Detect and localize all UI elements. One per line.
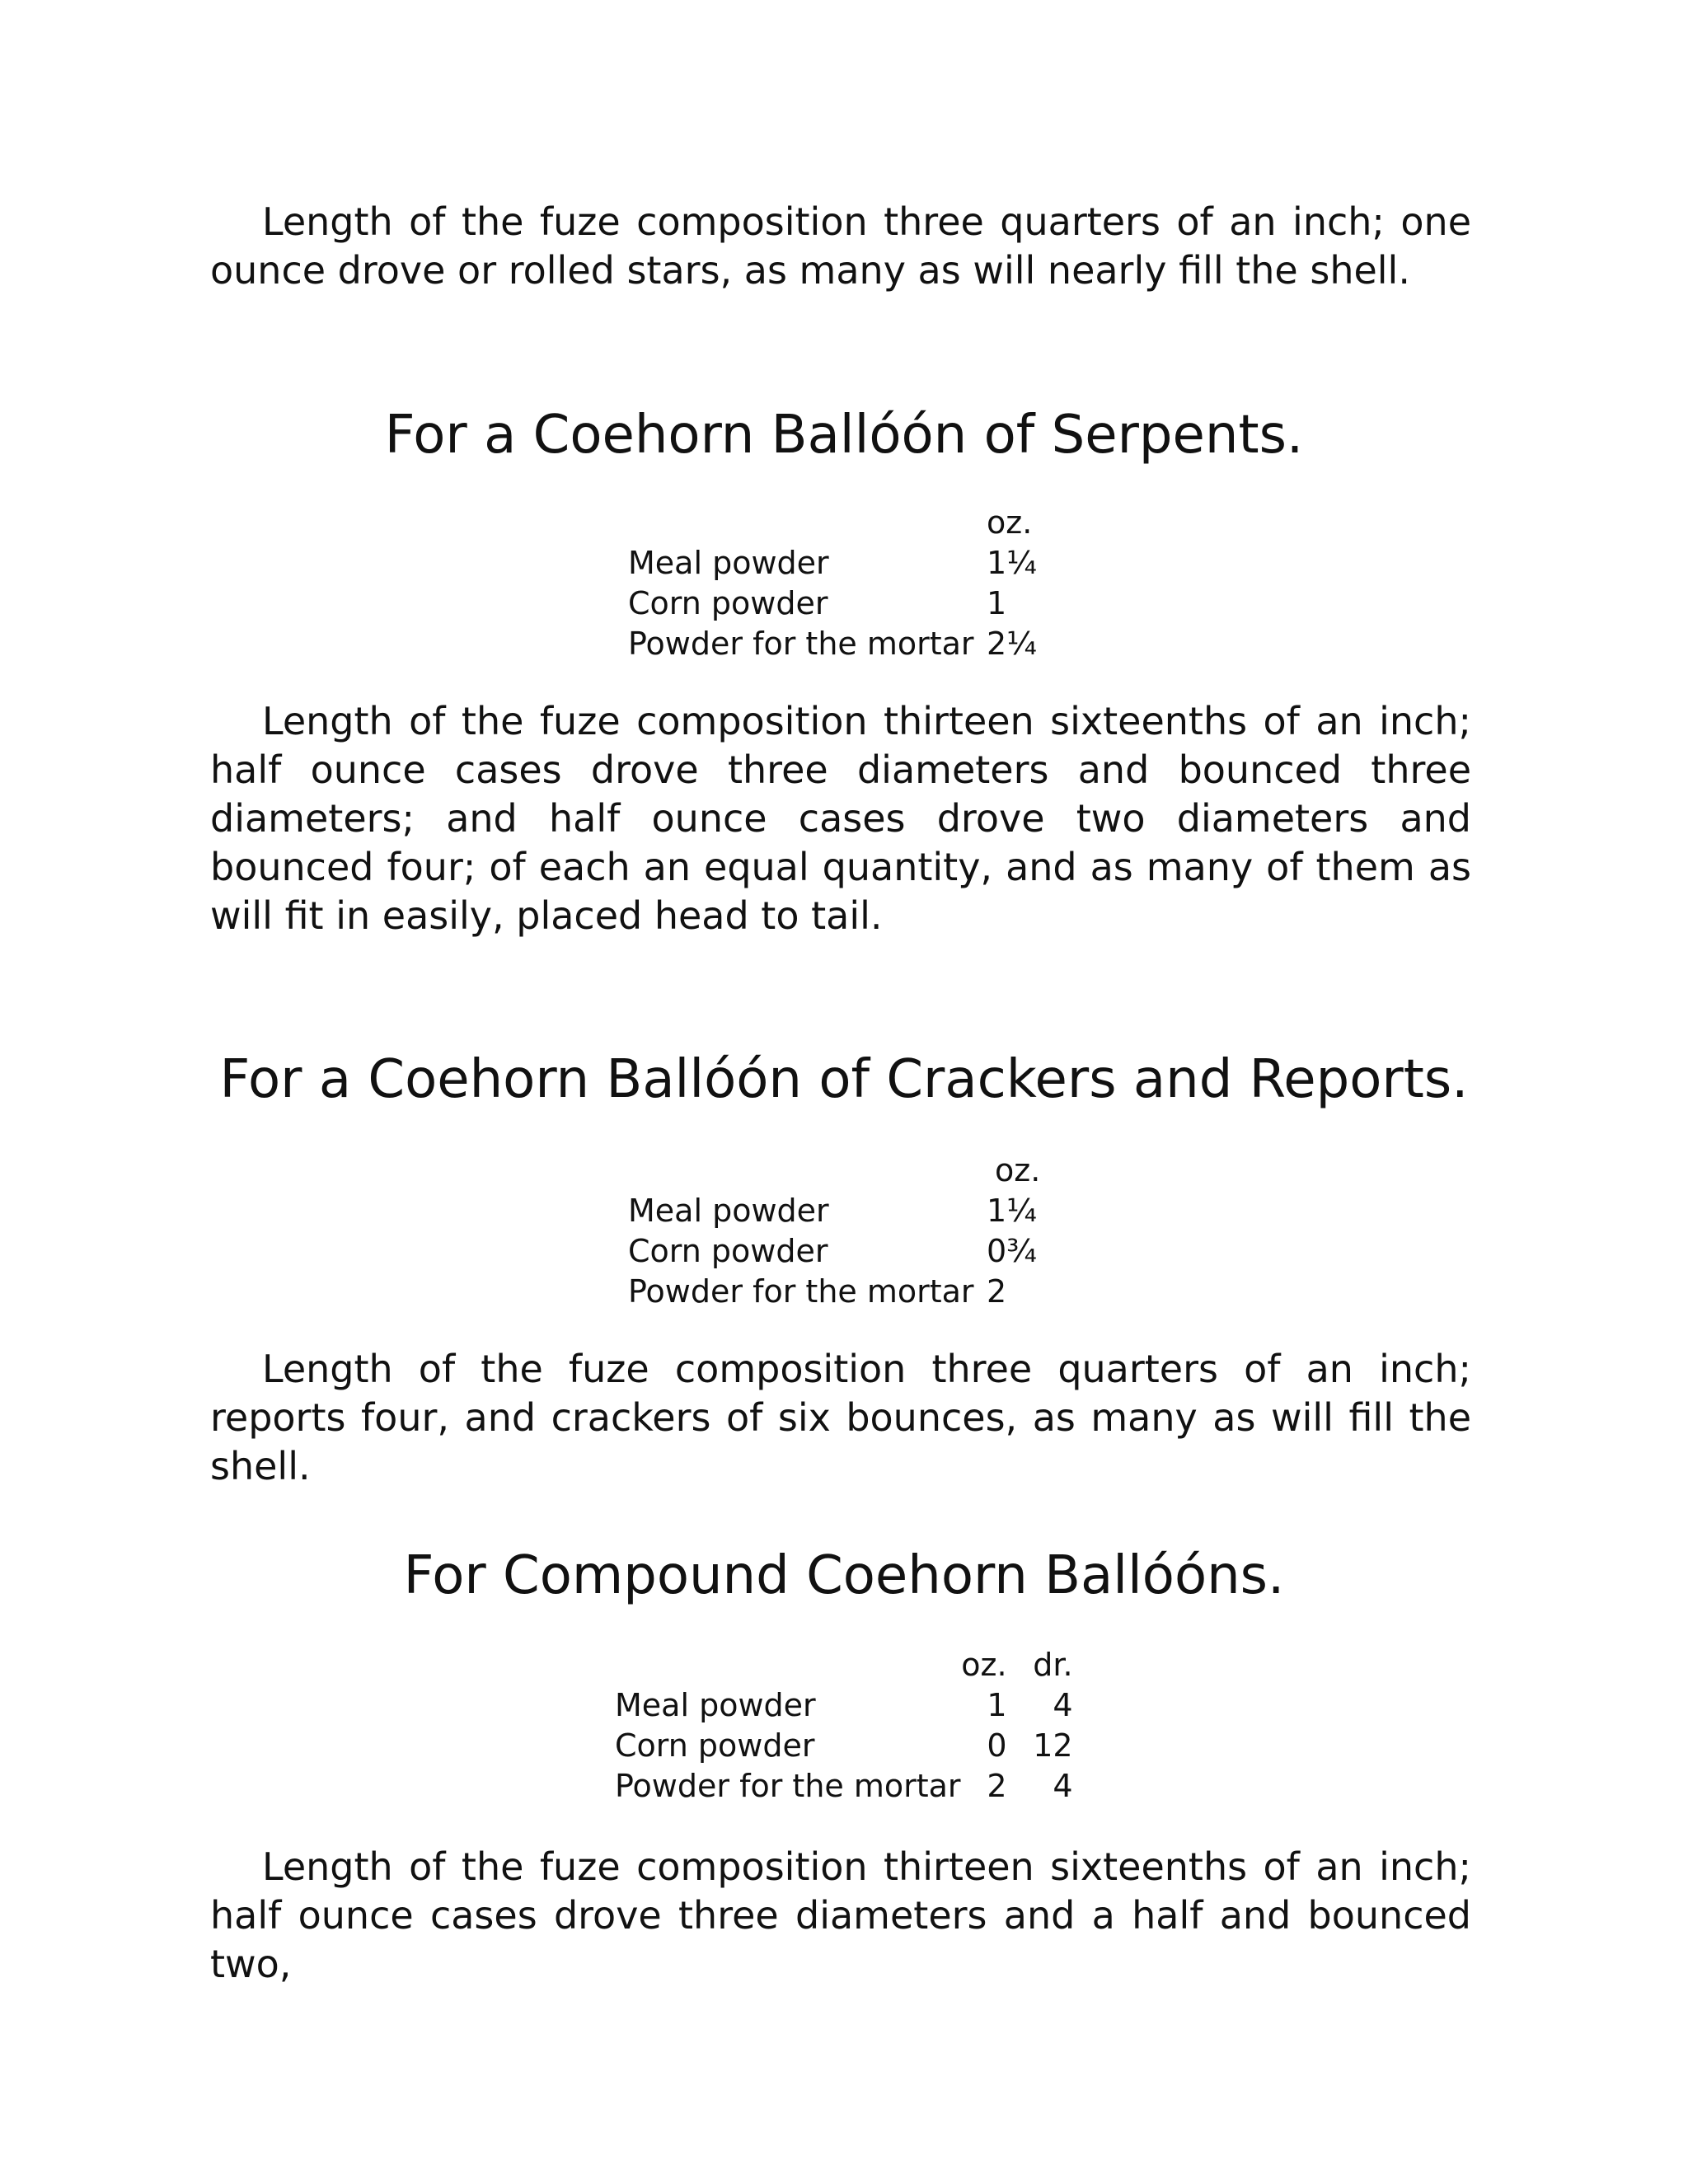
ingredient-name: Powder for the mortar: [628, 626, 974, 662]
ingredient-dr: 12: [1033, 1727, 1073, 1764]
unit-header-oz: oz.: [987, 504, 1033, 541]
ingredient-oz: 0: [987, 1727, 1007, 1764]
ingredient-name: Meal powder: [628, 545, 829, 581]
recipe-row: [628, 583, 1037, 624]
recipe-table-serpents: [628, 503, 1037, 664]
unit-header-dr: dr.: [1033, 1647, 1073, 1683]
paragraph-fuze-compound: Length of the fuze composition thirteen sixteenths of an inch; half ounce cases drove three diameters and a half and bounced two,: [210, 1844, 1471, 1986]
recipe-table-compound: [615, 1645, 1073, 1807]
recipe-row: [628, 1272, 1040, 1312]
recipe-row: [615, 1685, 1073, 1726]
ingredient-name: Powder for the mortar: [615, 1768, 961, 1804]
recipe-row: [628, 1231, 1040, 1272]
ingredient-oz: 1¼: [987, 545, 1038, 581]
ingredient-name: Meal powder: [615, 1687, 816, 1723]
ingredient-oz: 1¼: [987, 1193, 1038, 1229]
paragraph-fuze-stars: Length of the fuze composition three quarters of an inch; one ounce drove or rolled stars, as many as will nearly fill the shell.: [210, 199, 1471, 293]
paragraph-fuze-crackers: Length of the fuze composition three quarters of an inch; reports four, and crackers of six bounces, as many as will fill the shell.: [210, 1347, 1471, 1488]
recipe-row: [628, 1191, 1040, 1231]
ingredient-oz: 2: [987, 1768, 1007, 1804]
ingredient-oz: 0¾: [987, 1233, 1038, 1269]
ingredient-name: Corn powder: [628, 585, 828, 621]
recipe-row: [628, 543, 1037, 583]
recipe-row: [615, 1766, 1073, 1807]
ingredient-oz: 2: [987, 1273, 1007, 1310]
ingredient-oz: 2¼: [987, 626, 1038, 662]
unit-header-oz: oz.: [995, 1152, 1041, 1188]
ingredient-dr: 4: [1053, 1768, 1073, 1804]
recipe-row: [615, 1726, 1073, 1766]
heading-serpents: For a Coehorn Ballóón of Serpents.: [384, 405, 1304, 466]
ingredient-oz: 1: [987, 585, 1007, 621]
heading-compound: For Compound Coehorn Ballóóns.: [403, 1545, 1285, 1606]
ingredient-name: Powder for the mortar: [628, 1273, 974, 1310]
ingredient-name: Meal powder: [628, 1193, 829, 1229]
unit-header-oz: oz.: [961, 1647, 1007, 1683]
recipe-row: [628, 624, 1037, 664]
ingredient-name: Corn powder: [628, 1233, 828, 1269]
ingredient-name: Corn powder: [615, 1727, 815, 1764]
recipe-table-crackers: [628, 1151, 1040, 1312]
ingredient-oz: 1: [987, 1687, 1007, 1723]
ingredient-dr: 4: [1053, 1687, 1073, 1723]
heading-crackers-reports: For a Coehorn Ballóón of Crackers and Reports.: [219, 1049, 1469, 1110]
paragraph-fuze-serpents: Length of the fuze composition thirteen sixteenths of an inch; half ounce cases drove three diameters and bounced three diameters; and half ounce cases drove two diameters and bounced four; of each an equal quantity, and as many of them as will fit in easily, placed head to tail.: [210, 699, 1471, 938]
